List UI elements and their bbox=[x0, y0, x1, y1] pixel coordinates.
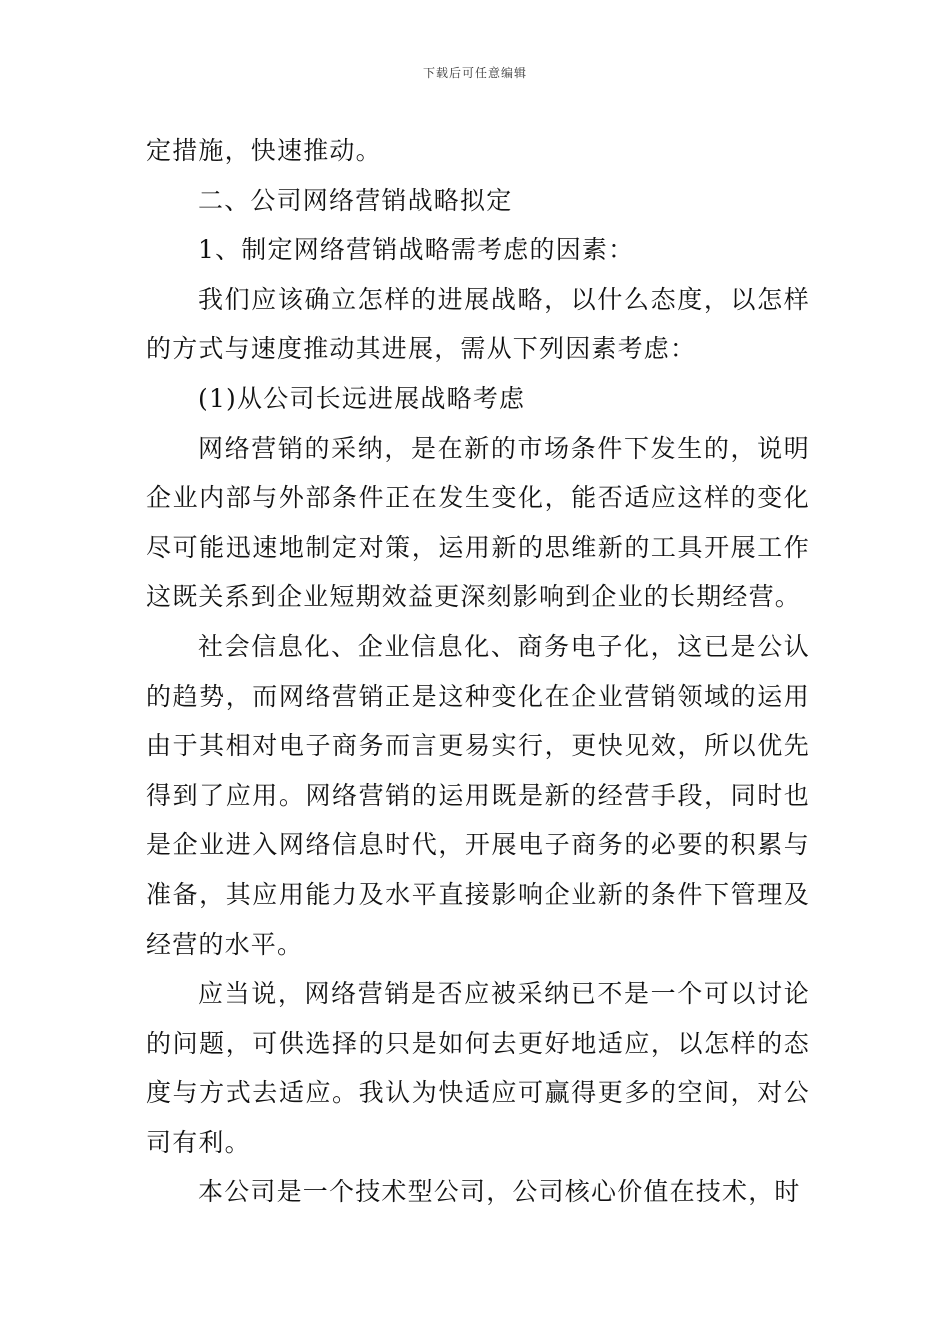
paragraph: 网络营销的采纳，是在新的市场条件下发生的，说明企业内部与外部条件正在发生变化，能否适应这样的变化尽可能迅速地制定对策，运用新的思维新的工具开展工作这既关系到企业短期效益更深刻影响到企业的长期经营。 bbox=[146, 433, 810, 612]
paragraph: 社会信息化、企业信息化、商务电子化，这已是公认的趋势，而网络营销正是这种变化在企业营销领域的运用由于其相对电子商务而言更易实行，更快见效，所以优先得到了应用。网络营销的运用既是新的经营手段，同时也是企业进入网络信息时代，开展电子商务的必要的积累与准备，其应用能力及水平直接影响企业新的条件下管理及经营的水平。 bbox=[146, 631, 810, 959]
subsection-heading: 1、制定网络营销战略需考虑的因素： bbox=[198, 235, 635, 265]
section-heading: 二、公司网络营销战略拟定 bbox=[198, 185, 513, 215]
document-body bbox=[146, 126, 810, 1217]
paragraph: 定措施，快速推动。 bbox=[146, 136, 382, 165]
paragraph: 本公司是一个技术型公司，公司核心价值在技术，时 bbox=[198, 1177, 801, 1207]
paragraph: 应当说，网络营销是否应被采纳已不是一个可以讨论的问题，可供选择的只是如何去更好地适应，以怎样的态度与方式去适应。我认为快适应可赢得更多的空间，对公司有利。 bbox=[146, 979, 810, 1157]
paragraph: 我们应该确立怎样的进展战略，以什么态度，以怎样的方式与速度推动其进展，需从下列因素考虑： bbox=[146, 284, 810, 364]
subsection-heading: (1)从公司长远进展战略考虑 bbox=[198, 383, 526, 413]
page-header-note: 下载后可任意编辑 bbox=[422, 66, 527, 80]
